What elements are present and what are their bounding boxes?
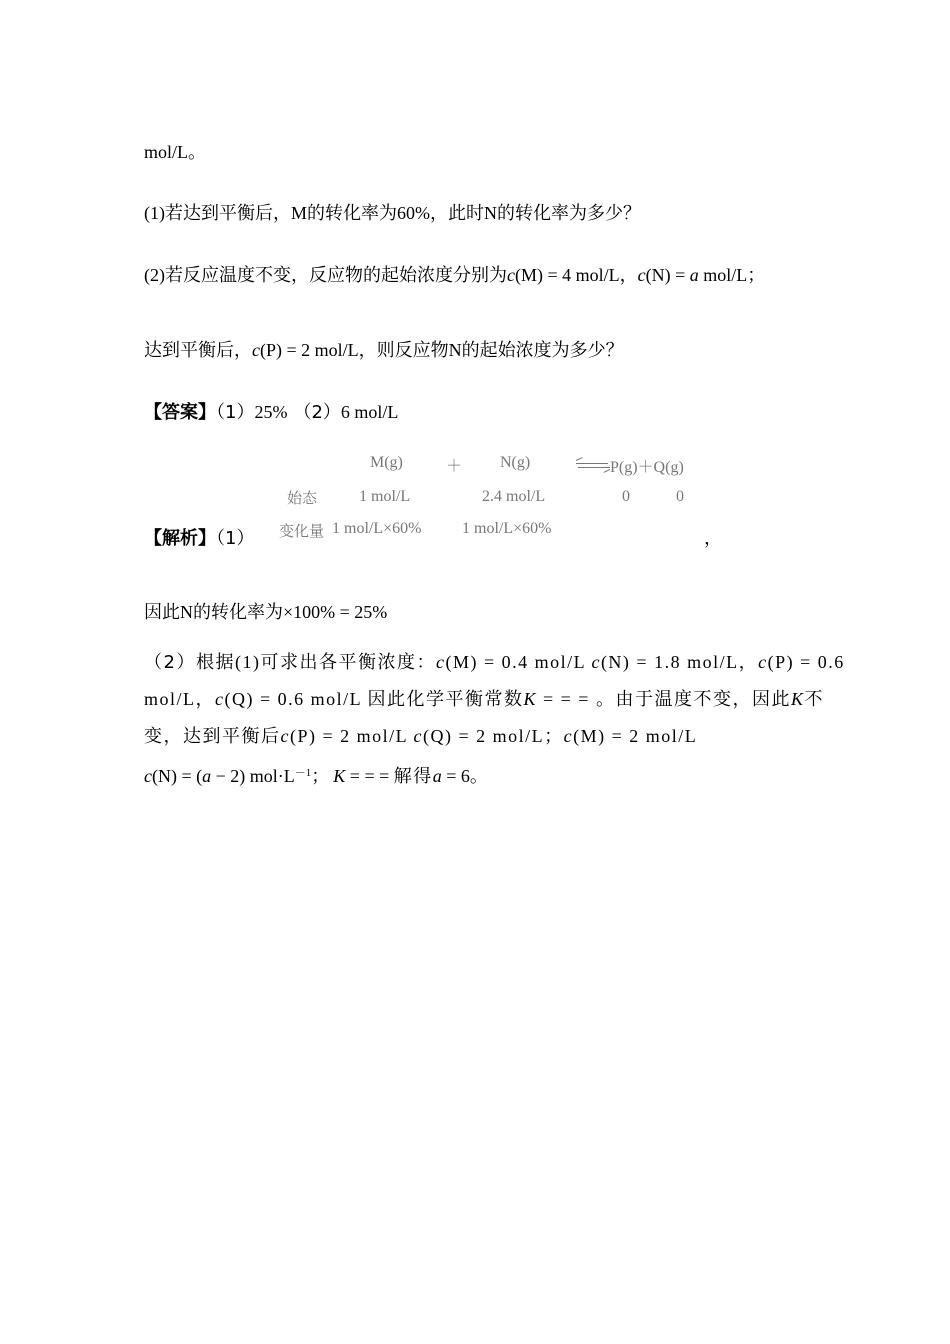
text: mol/L。: [144, 142, 206, 162]
explanation-label: 【解析】: [144, 528, 216, 549]
answer-label: 【答案】: [144, 402, 216, 423]
explanation-comma: ，: [704, 528, 722, 549]
question-1: (1)若达到平衡后，M的转化率为60%，此时N的转化率为多少？: [144, 203, 642, 224]
part2-line-4: c(N) = (a − 2) $mol\cdot L^{-1}$； K = = = 解得a = 6。: [144, 766, 488, 787]
answer-line: 【答案】（1）25% （2）6 mol/L: [144, 402, 399, 423]
part2-line-1: （2）根据(1)可求出各平衡浓度：c(M) = 0.4 mol/L c(N) = 1.8 mol/L，c(P) = 0.6: [144, 652, 845, 673]
part2-line-2: mol/L，c(Q) = 0.6 mol/L 因此化学平衡常数K = = = 。由于温度不变，因此K不: [144, 689, 824, 710]
explanation-line: 【解析】（1）: [144, 528, 255, 549]
part2-line-3: 变，达到平衡后c(P) = 2 mol/L c(Q) = 2 mol/L；c(M) = 2 mol/L: [144, 726, 698, 747]
conversion-line: 因此N的转化率为×100% = 25%: [144, 602, 388, 623]
equilibrium-arrow: [576, 462, 610, 470]
text-line-1: [144, 140, 206, 164]
question-2-cont: 达到平衡后，c(P) = 2 mol/L，则反应物N的起始浓度为多少？: [144, 340, 624, 361]
equilibrium-table-image: M(g) ＋ N(g) P(g)＋Q(g) 始态 1 mol/L 2.4 mol/L 0 0 变化量 1 mol/L×60% 1 mol/L×60%: [279, 454, 684, 540]
question-2: (2)若反应温度不变，反应物的起始浓度分别为c(M) = 4 mol/L，c(N) = a mol/L；: [144, 265, 766, 286]
